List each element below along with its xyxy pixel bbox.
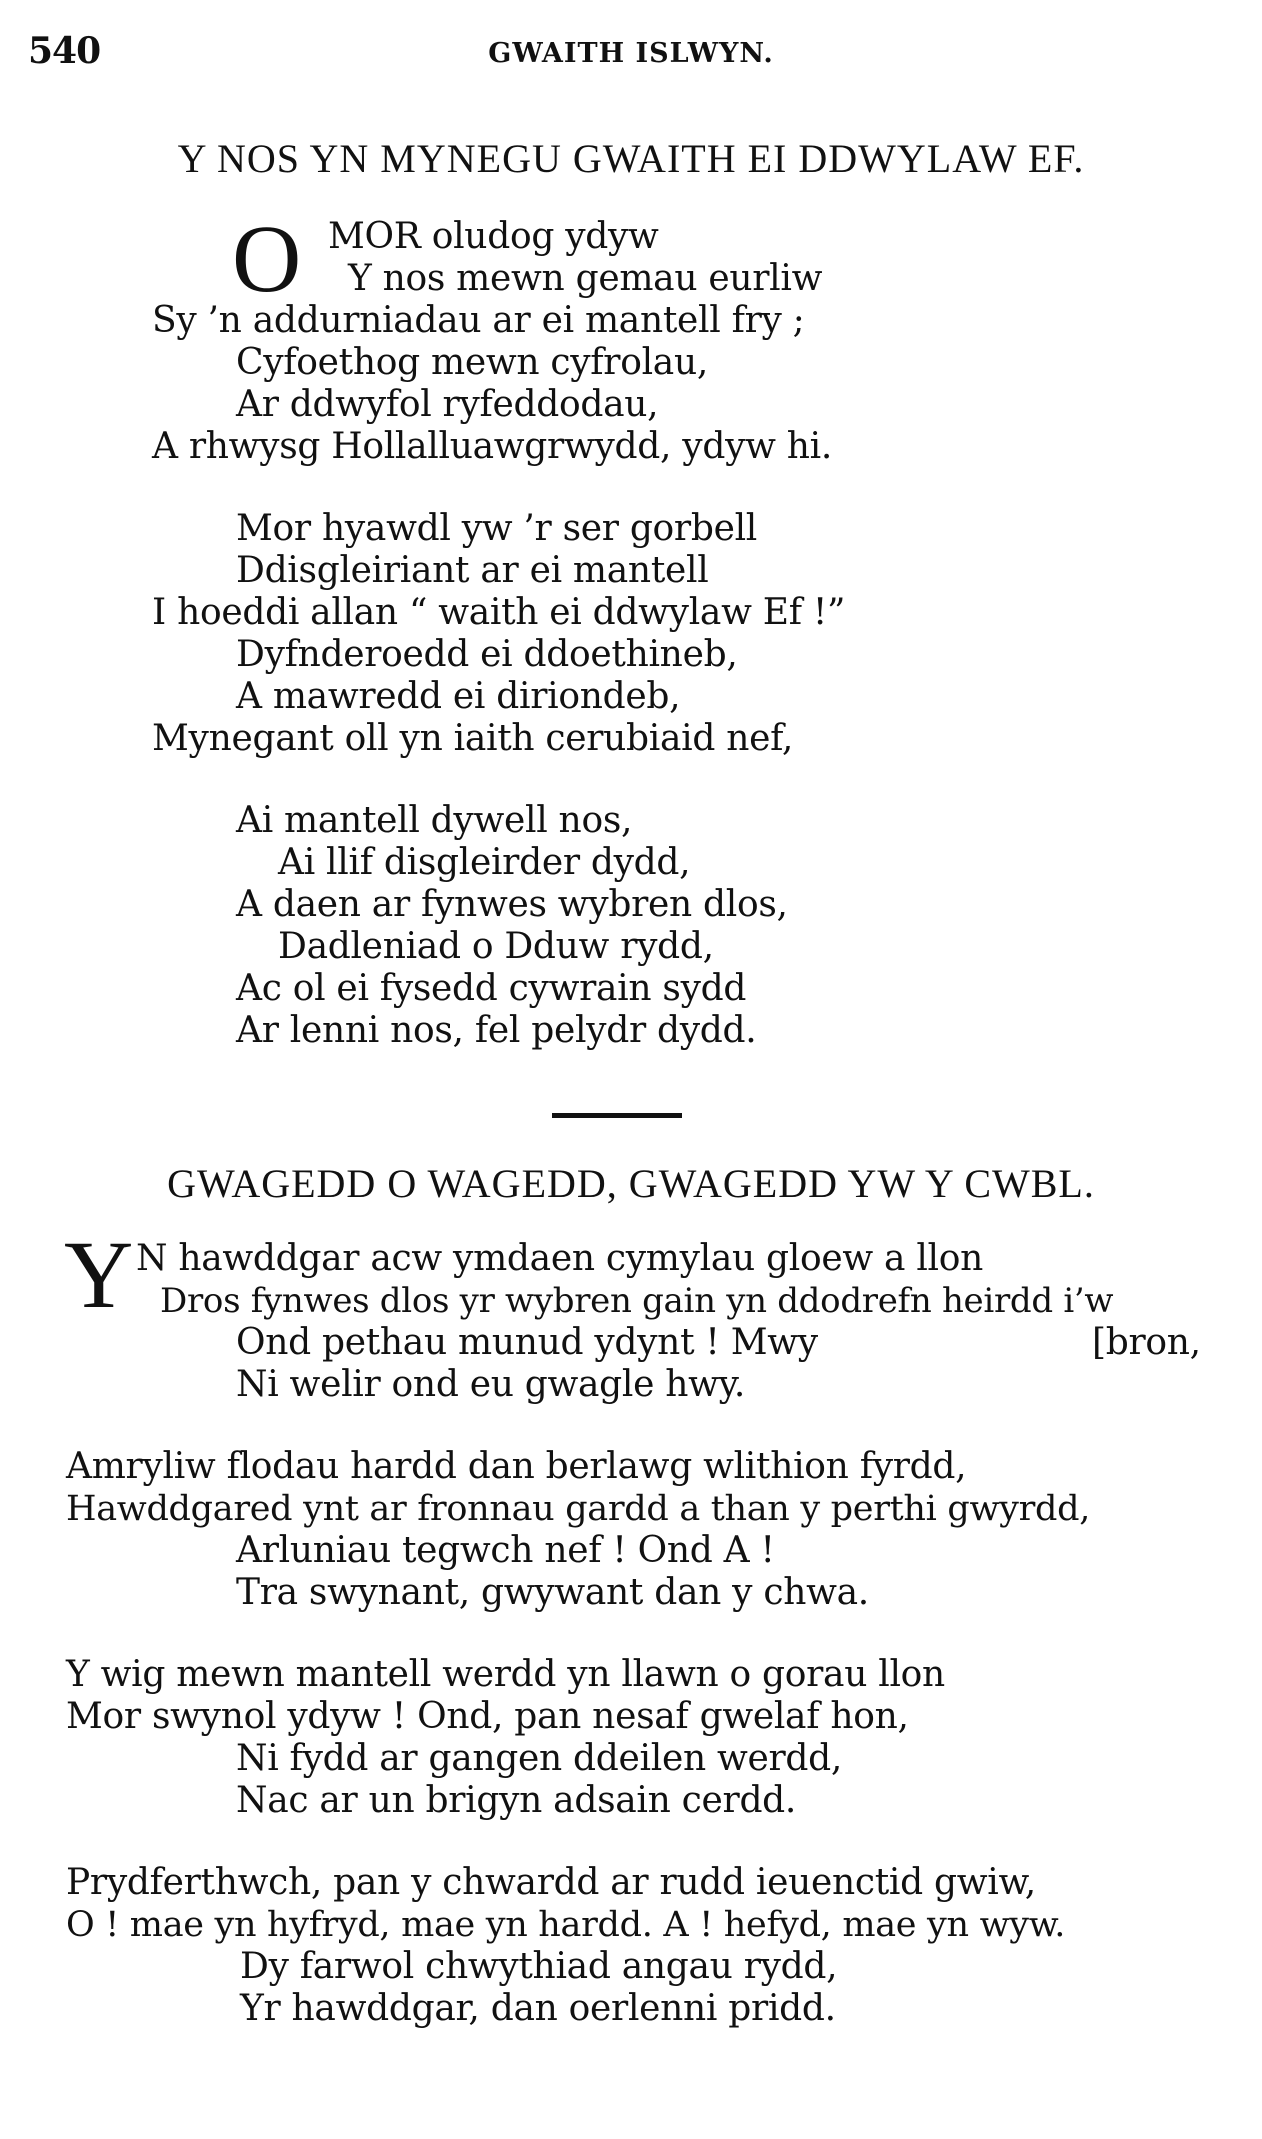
verse-line: Cyfoethog mewn cyfrolau, (236, 342, 708, 383)
verse-line: Ac ol ei fysedd cywrain sydd (236, 968, 747, 1009)
verse-line: A rhwysg Hollalluawgrwydd, ydyw hi. (152, 426, 833, 467)
verse-line: Dyfnderoedd ei ddoethineb, (236, 634, 738, 675)
verse-line: Yr hawddgar, dan oerlenni pridd. (240, 1988, 836, 2029)
verse-line: MOR oludog ydyw (328, 216, 659, 257)
section-divider (552, 1113, 682, 1118)
verse-line: Hawddgared ynt ar fronnau gardd a than y perthi gwyrdd, (66, 1489, 1091, 1529)
verse-line: Ai mantell dywell nos, (236, 800, 633, 841)
verse-line: Ni welir ond eu gwagle hwy. (236, 1364, 746, 1405)
verse-line: Ar ddwyfol ryfeddodau, (236, 384, 659, 425)
verse-line: Amryliw flodau hardd dan berlawg wlithion fyrdd, (66, 1446, 967, 1487)
poem-title: Y NOS YN MYNEGU GWAITH EI DDWYLAW EF. (177, 136, 1085, 181)
page-number: 540 (28, 30, 101, 72)
drop-cap: Y (64, 1221, 134, 1328)
verse-line: Ni fydd ar gangen ddeilen werdd, (236, 1738, 843, 1779)
verse-line: Ddisgleiriant ar ei mantell (236, 550, 709, 591)
verse-line: Sy ’n addurniadau ar ei mantell fry ; (152, 300, 805, 341)
verse-line: Ond pethau munud ydynt ! Mwy (236, 1322, 818, 1363)
drop-cap: O (232, 205, 302, 312)
verse-line: Y wig mewn mantell werdd yn llawn o gorau llon (66, 1654, 945, 1695)
verse-line: A mawredd ei diriondeb, (236, 676, 681, 717)
verse-line: A daen ar fynwes wybren dlos, (236, 884, 788, 925)
page-header (28, 30, 1234, 80)
verse-line: N hawddgar acw ymdaen cymylau gloew a llon (136, 1238, 984, 1279)
verse-line: Ai llif disgleirder dydd, (278, 842, 691, 883)
verse-line: Prydferthwch, pan y chwardd ar rudd ieuenctid gwiw, (66, 1862, 1036, 1903)
verse-line: Nac ar un brigyn adsain cerdd. (236, 1780, 797, 1821)
carried-over-word: [bron, (1092, 1322, 1201, 1363)
verse-line: Mynegant oll yn iaith cerubiaid nef, (152, 718, 794, 759)
verse-line: Dadleniad o Dduw rydd, (278, 926, 714, 967)
poem-title: GWAGEDD O WAGEDD, GWAGEDD YW Y CWBL. (167, 1161, 1095, 1206)
verse-line: Dy farwol chwythiad angau rydd, (240, 1946, 838, 1987)
verse-line: Y nos mewn gemau eurliw (348, 258, 823, 299)
verse-line: O ! mae yn hyfryd, mae yn hardd. A ! hefyd, mae yn wyw. (66, 1905, 1066, 1945)
verse-line: Dros fynwes dlos yr wybren gain yn ddodrefn heirdd i’w (160, 1281, 1114, 1321)
verse-line: Arluniau tegwch nef ! Ond A ! (236, 1530, 775, 1571)
verse-line: Tra swynant, gwywant dan y chwa. (236, 1572, 869, 1613)
verse-line: I hoeddi allan “ waith ei ddwylaw Ef !” (152, 592, 846, 633)
verse-line: Ar lenni nos, fel pelydr dydd. (236, 1010, 757, 1051)
verse-line: Mor swynol ydyw ! Ond, pan nesaf gwelaf hon, (66, 1696, 909, 1737)
verse-line: Mor hyawdl yw ’r ser gorbell (236, 508, 758, 549)
running-title: GWAITH ISLWYN. (488, 38, 774, 69)
